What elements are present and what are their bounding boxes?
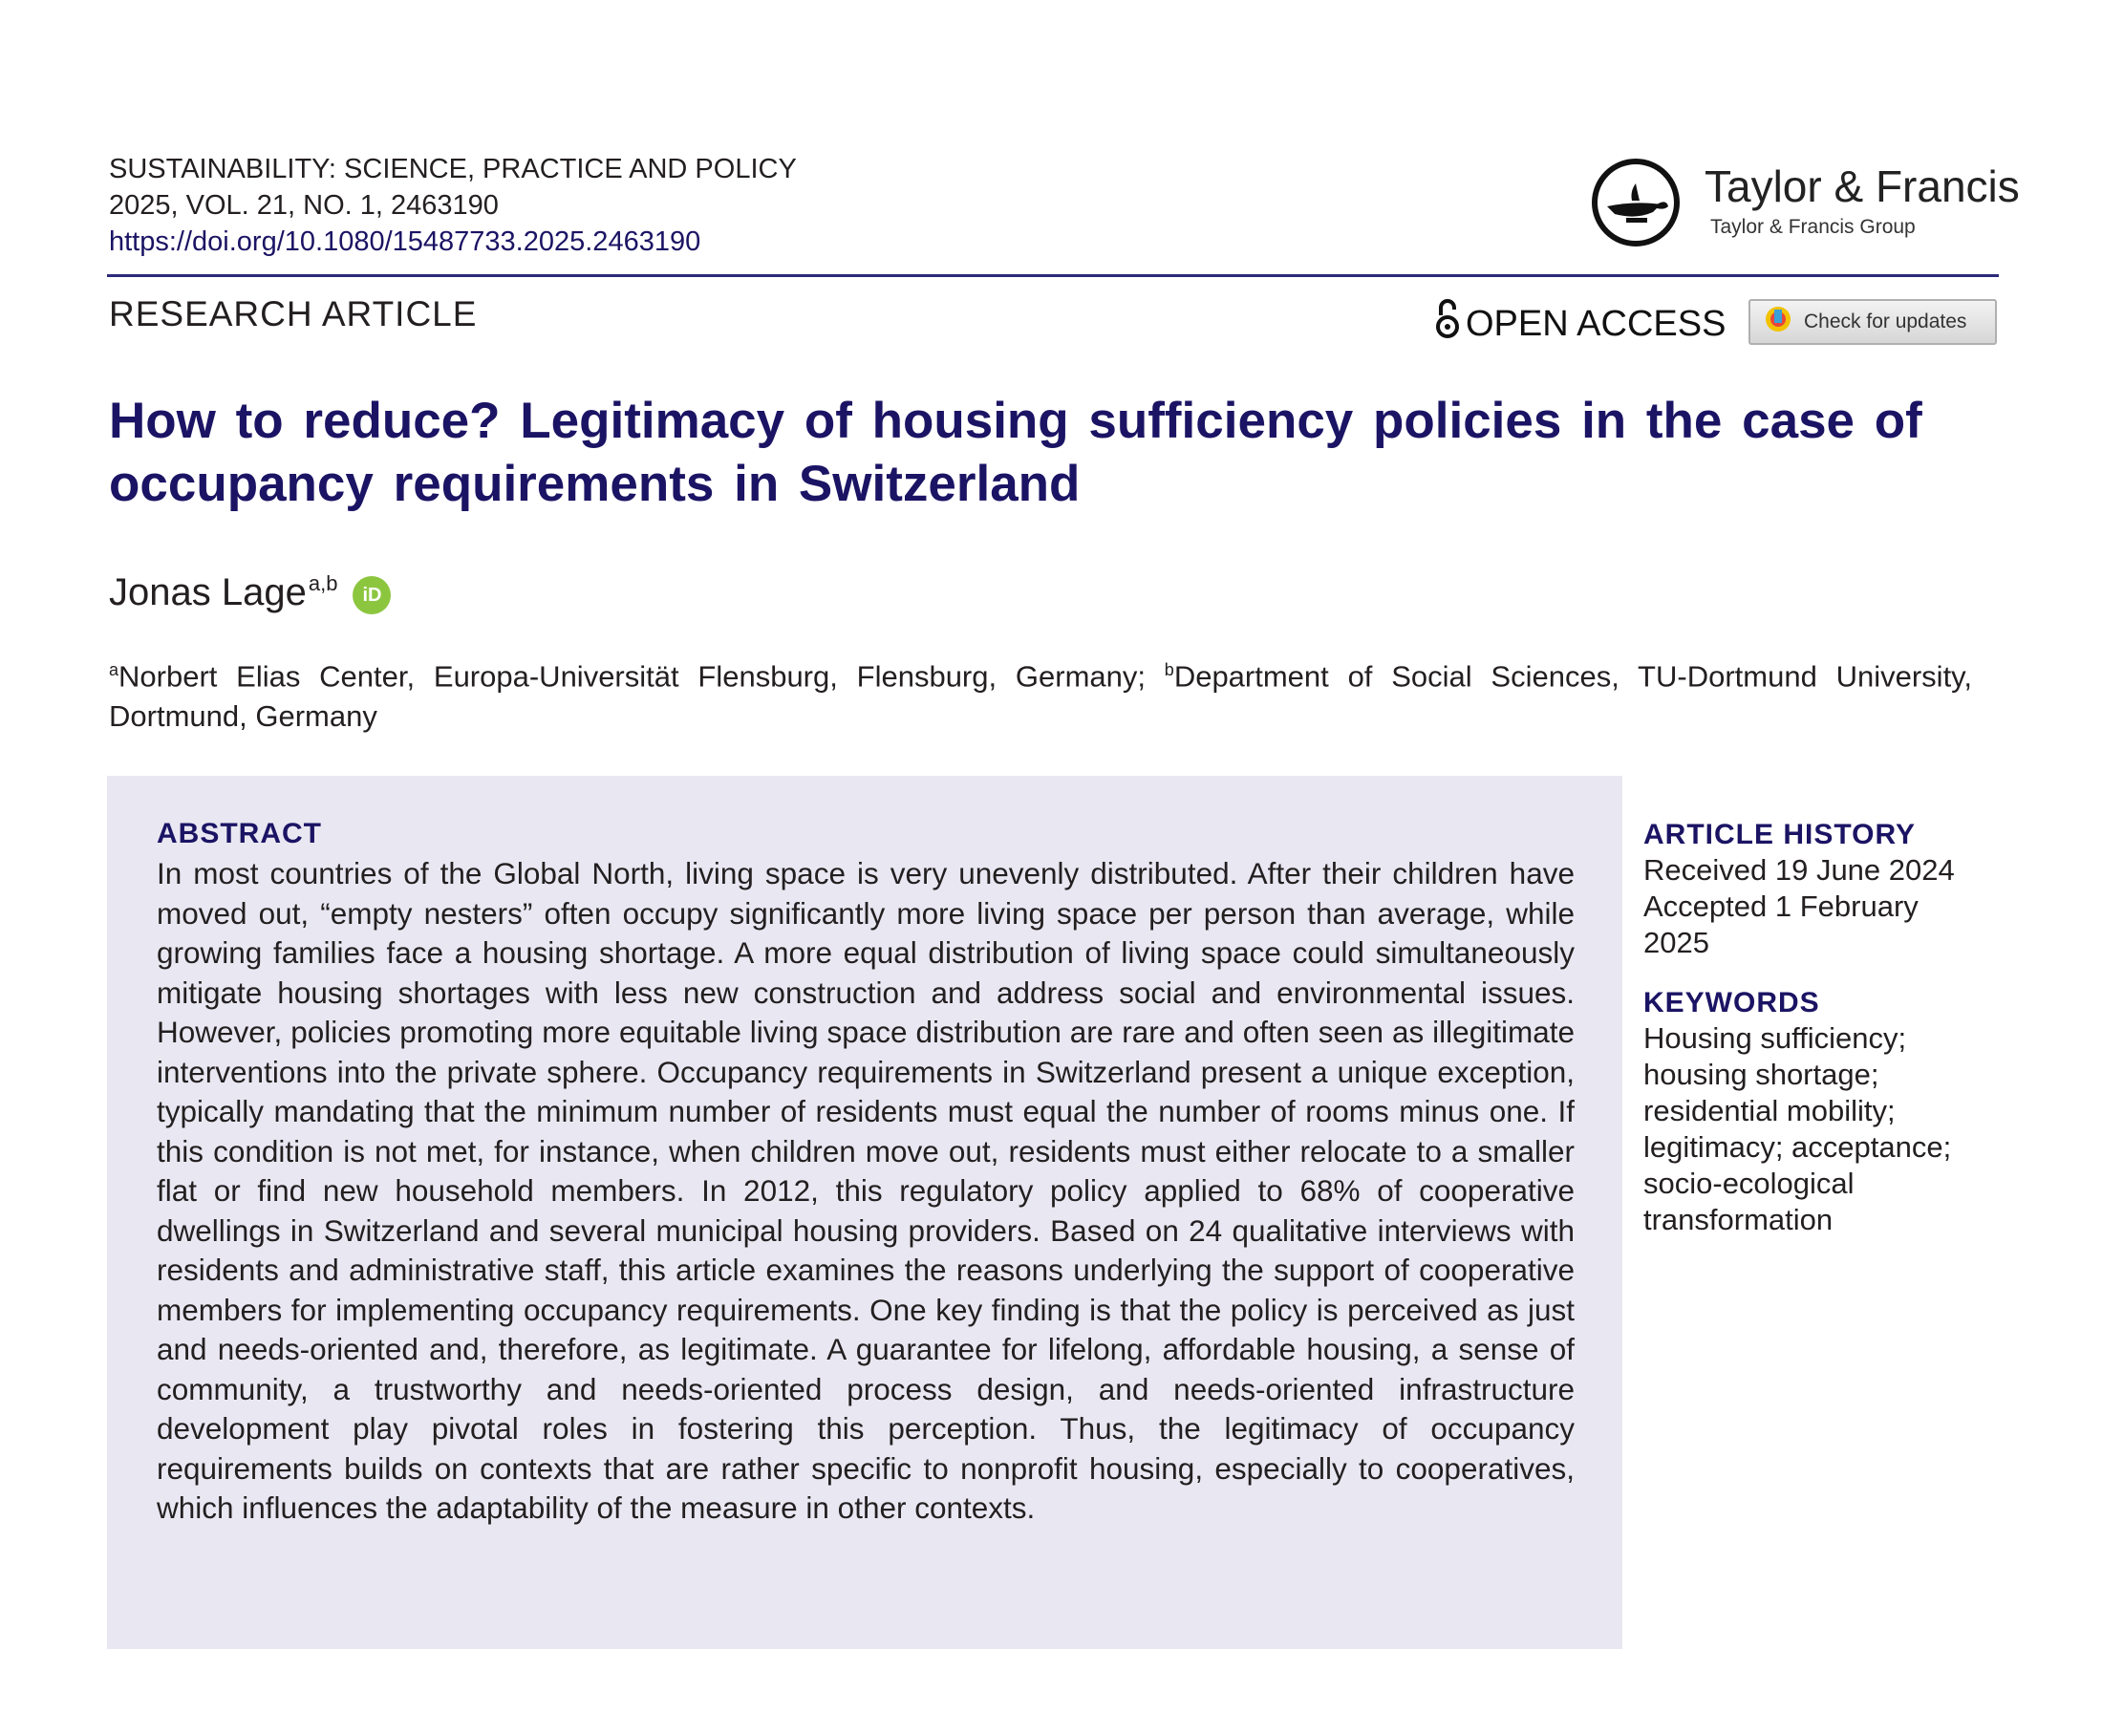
publisher-logo[interactable] bbox=[1592, 159, 2020, 254]
publisher-name: Taylor & Francis bbox=[1705, 161, 2020, 211]
keyword-item[interactable]: Housing sufficiency; bbox=[1643, 1021, 1907, 1055]
check-updates-button[interactable] bbox=[1748, 299, 1997, 345]
lamp-icon bbox=[1592, 159, 1680, 246]
article-sidebar bbox=[1643, 818, 1987, 1238]
abstract-text: In most countries of the Global North, living space is very unevenly distributed. After their children have moved out, “empty nesters” often occupy significantly more living space per person than average, while growing families face a housing shortage. A more equal distribution of living space could simultaneously mitigate housing shortages with less new construction and address social and environmental issues. However, policies promoting more equitable living space distribution are rare and often seen as illegitimate interventions into the private sphere. Occupancy requirements in Switzerland present a unique exception, typically mandating that the minimum number of residents must equal the number of rooms minus one. If this condition is not met, for instance, when children move out, residents must either relocate to a smaller flat or find new household members. In 2012, this regulatory policy applied to 68% of cooperative dwellings in Switzerland and several municipal housing providers. Based on 24 qualitative interviews with residents and administrative staff, this article examines the reasons underlying the support of cooperative members for implementing occupancy requirements. One key finding is that the policy is perceived as just and needs-oriented and, therefore, as legitimate. A guarantee for lifelong, affordable housing, a sense of community, a trustworthy and needs-oriented process design, and needs-oriented infrastructure development play pivotal roles in fostering this perception. Thus, the legitimacy of occupancy requirements builds on contexts that are rather specific to nonprofit housing, especially to cooperatives, which influences the adaptability of the measure in other contexts. bbox=[157, 856, 1575, 1525]
journal-name: SUSTAINABILITY: SCIENCE, PRACTICE AND POLICY bbox=[109, 154, 797, 184]
affiliations bbox=[109, 650, 1972, 737]
journal-info bbox=[109, 151, 797, 260]
keyword-item[interactable]: legitimacy; acceptance; bbox=[1643, 1130, 1952, 1164]
keyword-item[interactable]: transformation bbox=[1643, 1203, 1834, 1236]
open-access-badge bbox=[1435, 298, 1726, 350]
keyword-item[interactable]: residential mobility; bbox=[1643, 1094, 1896, 1127]
header-divider bbox=[107, 274, 1999, 277]
abstract-heading: ABSTRACT bbox=[157, 818, 322, 849]
abstract-box bbox=[107, 776, 1622, 1649]
author-affil-marks: a,b bbox=[308, 570, 338, 595]
affil-a-mark: a bbox=[109, 660, 119, 679]
article-type: RESEARCH ARTICLE bbox=[109, 294, 478, 333]
doi-link[interactable]: https://doi.org/10.1080/15487733.2025.2463190 bbox=[109, 226, 701, 257]
author-line bbox=[109, 571, 391, 614]
affil-b-mark: b bbox=[1164, 660, 1174, 679]
history-received: Received 19 June 2024 bbox=[1643, 853, 1955, 887]
journal-volume: 2025, VOL. 21, NO. 1, 2463190 bbox=[109, 190, 499, 221]
affil-a-text: Norbert Elias Center, Europa-Universität Flensburg, Flensburg, Germany; bbox=[118, 659, 1165, 694]
orcid-icon[interactable]: iD bbox=[353, 576, 391, 614]
history-accepted: Accepted 1 February 2025 bbox=[1643, 889, 1919, 959]
publisher-group: Taylor & Francis Group bbox=[1710, 216, 1916, 238]
author-name[interactable]: Jonas Lage bbox=[109, 571, 307, 613]
open-lock-icon bbox=[1435, 298, 1460, 350]
article-title: How to reduce? Legitimacy of housing sufficiency policies in the case of occupancy requirements in Switzerland bbox=[109, 393, 1922, 512]
affil-b-text: Department of Social Sciences, TU-Dortmund University, Dortmund, Germany bbox=[109, 659, 1972, 734]
history-heading: ARTICLE HISTORY bbox=[1643, 819, 1917, 850]
keyword-item[interactable]: socio-ecological bbox=[1643, 1167, 1855, 1200]
crossmark-icon bbox=[1764, 305, 1792, 339]
keywords-list bbox=[1643, 1020, 1987, 1238]
open-access-label: OPEN ACCESS bbox=[1466, 303, 1727, 344]
keyword-item[interactable]: housing shortage; bbox=[1643, 1058, 1879, 1091]
check-updates-label: Check for updates bbox=[1804, 311, 1967, 332]
keywords-heading: KEYWORDS bbox=[1643, 987, 1820, 1018]
